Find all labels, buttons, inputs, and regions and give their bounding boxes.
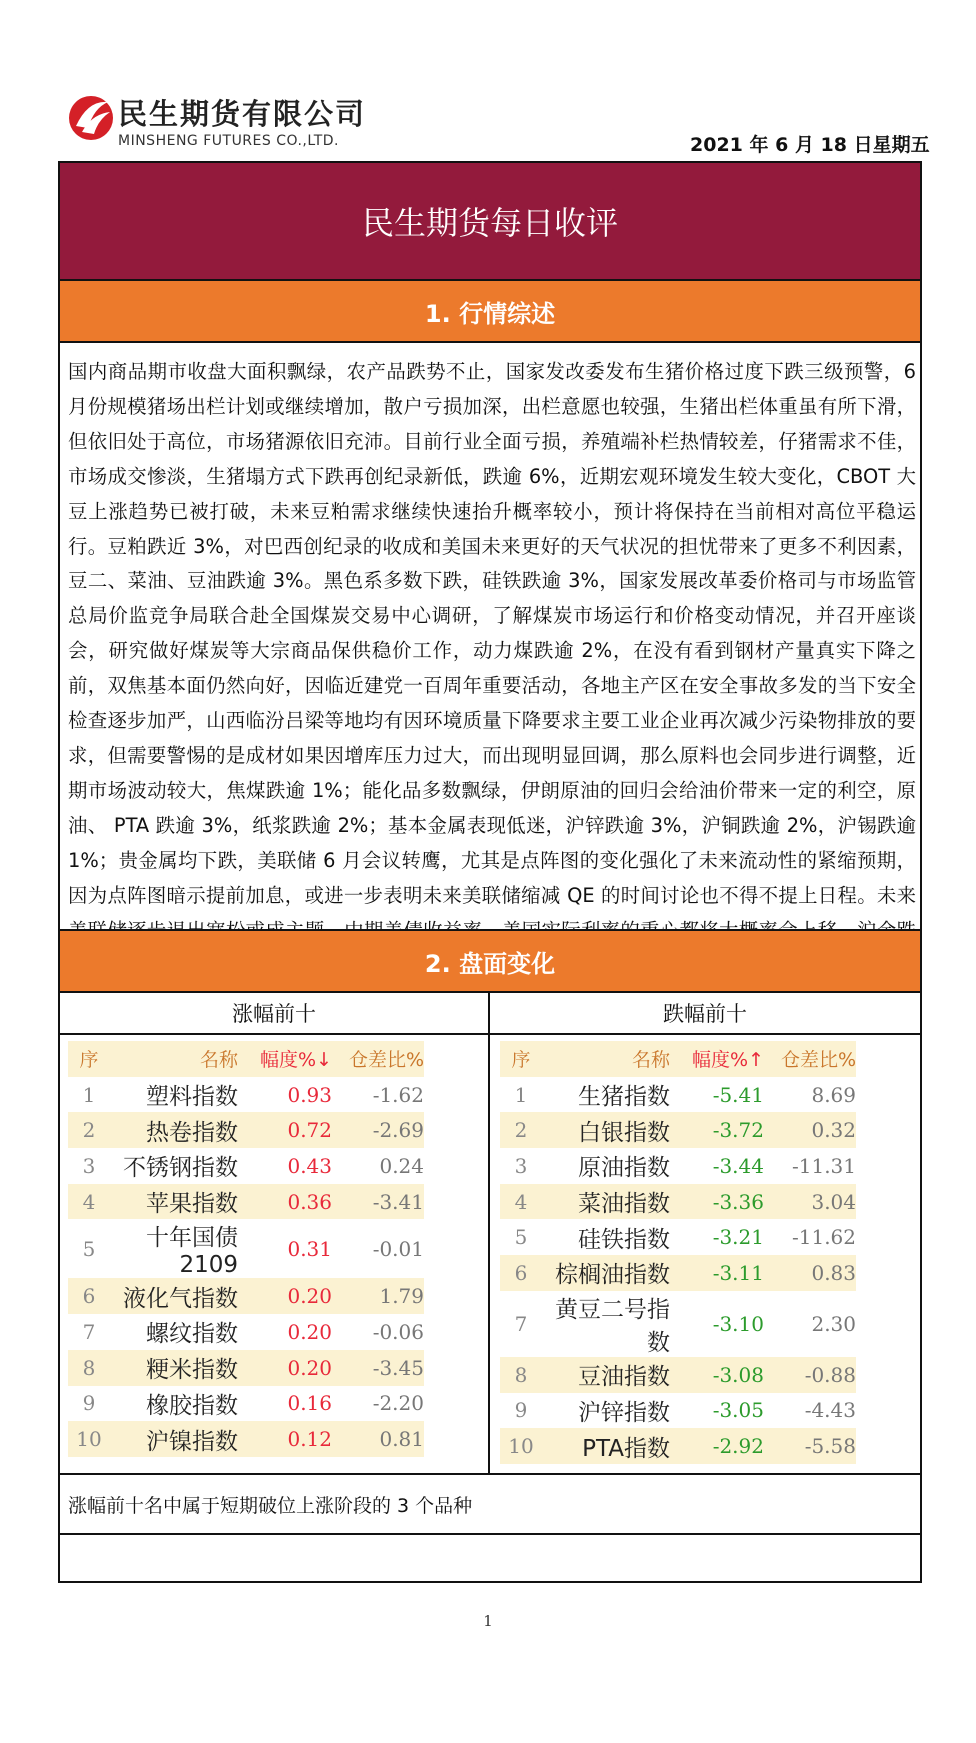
- col-change-header: 幅度%↓: [244, 1041, 332, 1077]
- col-name-header: 名称: [110, 1041, 244, 1077]
- row-change: -3.44: [712, 1153, 764, 1178]
- table-row: [68, 1314, 424, 1350]
- col-change-header: 幅度%↑: [676, 1041, 764, 1077]
- page-number: 1: [483, 1612, 493, 1630]
- company-name-en: MINSHENG FUTURES CO.,LTD.: [118, 133, 340, 149]
- table-row: [68, 1386, 424, 1422]
- table-row: [500, 1219, 856, 1255]
- row-name: 塑料指数: [146, 1084, 238, 1111]
- row-change: 0.72: [244, 1112, 332, 1148]
- row-name: 白银指数: [542, 1112, 676, 1148]
- row-name: 黄豆二号指数: [555, 1296, 670, 1356]
- section-market-changes-title: 2. 盘面变化: [60, 929, 920, 993]
- row-position: 0.81: [332, 1421, 424, 1457]
- row-change: -3.11: [676, 1255, 764, 1291]
- table-row: [500, 1184, 856, 1220]
- row-position: -3.45: [332, 1350, 424, 1386]
- table-row: [68, 1148, 424, 1184]
- row-idx: 9: [514, 1398, 528, 1423]
- table-row: [68, 1184, 424, 1220]
- row-position: 1.79: [332, 1278, 424, 1314]
- row-change: -3.21: [712, 1225, 764, 1250]
- row-idx: 7: [82, 1319, 96, 1344]
- table-row: [68, 1350, 424, 1386]
- row-change: -3.05: [712, 1398, 764, 1423]
- row-idx: 8: [68, 1350, 110, 1386]
- row-position: -0.06: [372, 1319, 424, 1344]
- row-name: 菜油指数: [542, 1184, 676, 1220]
- row-name: 生猪指数: [578, 1084, 670, 1111]
- row-idx: 1: [82, 1082, 96, 1107]
- row-change: 0.12: [244, 1421, 332, 1457]
- row-name: 沪锌指数: [578, 1399, 670, 1426]
- table-row: [68, 1077, 424, 1113]
- row-idx: 3: [514, 1153, 528, 1178]
- row-position: -11.62: [791, 1225, 856, 1250]
- col-position-header: 仓差比%: [332, 1041, 424, 1077]
- table-row: [68, 1219, 424, 1278]
- row-position: 2.30: [811, 1311, 856, 1336]
- row-name: 螺纹指数: [146, 1321, 238, 1348]
- row-change: -2.92: [676, 1428, 764, 1464]
- row-name: 液化气指数: [110, 1278, 244, 1314]
- losers-heading: 跌幅前十: [490, 993, 920, 1035]
- row-name: 橡胶指数: [146, 1392, 238, 1419]
- row-position: -2.20: [372, 1391, 424, 1416]
- col-idx-header: 序: [500, 1041, 542, 1077]
- row-change: -5.41: [712, 1082, 764, 1107]
- row-change: -3.10: [712, 1311, 764, 1336]
- row-idx: 2: [500, 1112, 542, 1148]
- row-name: 不锈钢指数: [123, 1155, 238, 1182]
- table-row: [500, 1428, 856, 1464]
- row-name: PTA指数: [542, 1428, 676, 1464]
- col-name-header: 名称: [542, 1041, 676, 1077]
- row-position: -2.69: [332, 1112, 424, 1148]
- row-position: 0.24: [379, 1153, 424, 1178]
- row-change: 0.16: [287, 1391, 332, 1416]
- row-name: 硅铁指数: [578, 1226, 670, 1253]
- table-row: [500, 1393, 856, 1429]
- company-name-cn: 民生期货有限公司: [118, 97, 367, 131]
- row-position: -0.88: [764, 1357, 856, 1393]
- column-divider: [488, 993, 490, 1475]
- table-row: [500, 1112, 856, 1148]
- row-position: -3.41: [332, 1184, 424, 1220]
- row-change: -3.08: [676, 1357, 764, 1393]
- market-overview-text: 国内商品期市收盘大面积飘绿，农产品跌势不止，国家发改委发布生猪价格过度下跌三级预警，6 月份规模猪场出栏计划或继续增加，散户亏损加深，出栏意愿也较强，生猪出栏体重虽有所下滑，但依旧处于高位，市场猪源依旧充沛。目前行业全面亏损，养殖端补栏热情较差，仔猪需求不佳，市场成交惨淡，生猪塌方式下跌再创纪录新低，跌逾 6%，近期宏观环境发生较大变化，CBOT 大豆上涨趋势已被打破，未来豆粕需求继续快速抬升概率较小，预计将保持在当前相对高位平稳运行。豆粕跌近 3%，对巴西创纪录的收成和美国未来更好的天气状况的担忧带来了更多不利因素，豆二、菜油、豆油跌逾 3%。黑色系多数下跌，硅铁跌逾 3%，国家发展改革委价格司与市场监管总局价监竞争局联合赴全国煤炭交易中心调研，了解煤炭市场运行和价格变动情况，并召开座谈会，研究做好煤炭等大宗商品保供稳价工作，动力煤跌逾 2%，在没有看到钢材产量真实下降之前，双焦基本面仍然向好，因临近建党一百周年重要活动，各地主产区在安全事故多发的当下安全检查逐步加严，山西临汾吕梁等地均有因环境质量下降要求主要工业企业再次减少污染物排放的要求，但需要警惕的是成材如果因增库压力过大，而出现明显回调，那么原料也会同步进行调整，近期市场波动较大，焦煤跌逾 1%；能化品多数飘绿，伊朗原油的回归会给油价带来一定的利空，原油、 PTA 跌逾 3%，纸浆跌逾 2%；基本金属表现低迷，沪锌跌逾 3%，沪铜跌逾 2%，沪锡跌逾 1%；贵金属均下跌，美联储 6 月会议转鹰，尤其是点阵图的变化强化了未来流动性的紧缩预期，因为点阵图暗示提前加息，或进一步表明未来美联储缩减 QE 的时间讨论也不得不提上日程。未来: [68, 360, 916, 907]
- row-idx: 9: [82, 1391, 96, 1416]
- row-idx: 7: [514, 1311, 528, 1336]
- row-position: -5.58: [764, 1428, 856, 1464]
- report-frame: [58, 161, 922, 1583]
- row-position: -4.43: [804, 1398, 856, 1423]
- report-title: 民生期货每日收评: [60, 163, 920, 279]
- row-idx: 5: [82, 1236, 96, 1261]
- row-change: 0.20: [287, 1319, 332, 1344]
- row-position: -11.31: [791, 1153, 856, 1178]
- row-position: 0.32: [764, 1112, 856, 1148]
- row-idx: 10: [500, 1428, 542, 1464]
- table-row: [500, 1357, 856, 1393]
- row-change: -3.72: [676, 1112, 764, 1148]
- row-change: -3.36: [676, 1184, 764, 1220]
- page-header: [0, 0, 976, 160]
- table-row: [500, 1255, 856, 1291]
- gainers-heading: 涨幅前十: [60, 993, 488, 1035]
- breakout-note: 涨幅前十名中属于短期破位上涨阶段的 3 个品种: [60, 1473, 920, 1535]
- row-idx: 10: [68, 1421, 110, 1457]
- row-name: 热卷指数: [110, 1112, 244, 1148]
- row-position: 3.04: [764, 1184, 856, 1220]
- row-change: 0.43: [287, 1153, 332, 1178]
- gainers-table: [68, 1041, 424, 1457]
- row-name: 棕榈油指数: [542, 1255, 676, 1291]
- row-position: -0.01: [372, 1236, 424, 1261]
- row-position: 8.69: [811, 1082, 856, 1107]
- row-idx: 6: [500, 1255, 542, 1291]
- row-idx: 1: [514, 1082, 528, 1107]
- table-header-row: [500, 1041, 856, 1077]
- row-idx: 4: [500, 1184, 542, 1220]
- row-position: -1.62: [372, 1082, 424, 1107]
- row-idx: 2: [68, 1112, 110, 1148]
- row-name: 十年国债2109: [146, 1225, 238, 1279]
- row-idx: 8: [500, 1357, 542, 1393]
- report-date: 2021 年 6 月 18 日星期五: [690, 134, 930, 156]
- table-row: [500, 1291, 856, 1357]
- section-market-overview-title: 1. 行情综述: [60, 279, 920, 343]
- row-name: 原油指数: [578, 1155, 670, 1182]
- row-idx: 5: [514, 1225, 528, 1250]
- table-row: [68, 1421, 424, 1457]
- table-row: [500, 1148, 856, 1184]
- row-position: 0.83: [764, 1255, 856, 1291]
- row-name: 沪镍指数: [110, 1421, 244, 1457]
- row-change: 0.31: [287, 1236, 332, 1261]
- col-position-header: 仓差比%: [764, 1041, 856, 1077]
- row-change: 0.20: [244, 1350, 332, 1386]
- table-row: [500, 1077, 856, 1113]
- company-logo-icon: [66, 88, 116, 146]
- table-row: [68, 1278, 424, 1314]
- row-idx: 4: [68, 1184, 110, 1220]
- table-row: [68, 1112, 424, 1148]
- row-idx: 3: [82, 1153, 96, 1178]
- row-name: 豆油指数: [542, 1357, 676, 1393]
- losers-table: [500, 1041, 856, 1464]
- row-name: 苹果指数: [110, 1184, 244, 1220]
- col-idx-header: 序: [68, 1041, 110, 1077]
- row-name: 粳米指数: [110, 1350, 244, 1386]
- row-idx: 6: [68, 1278, 110, 1314]
- table-header-row: [68, 1041, 424, 1077]
- row-change: 0.36: [244, 1184, 332, 1220]
- row-change: 0.93: [287, 1082, 332, 1107]
- row-change: 0.20: [244, 1278, 332, 1314]
